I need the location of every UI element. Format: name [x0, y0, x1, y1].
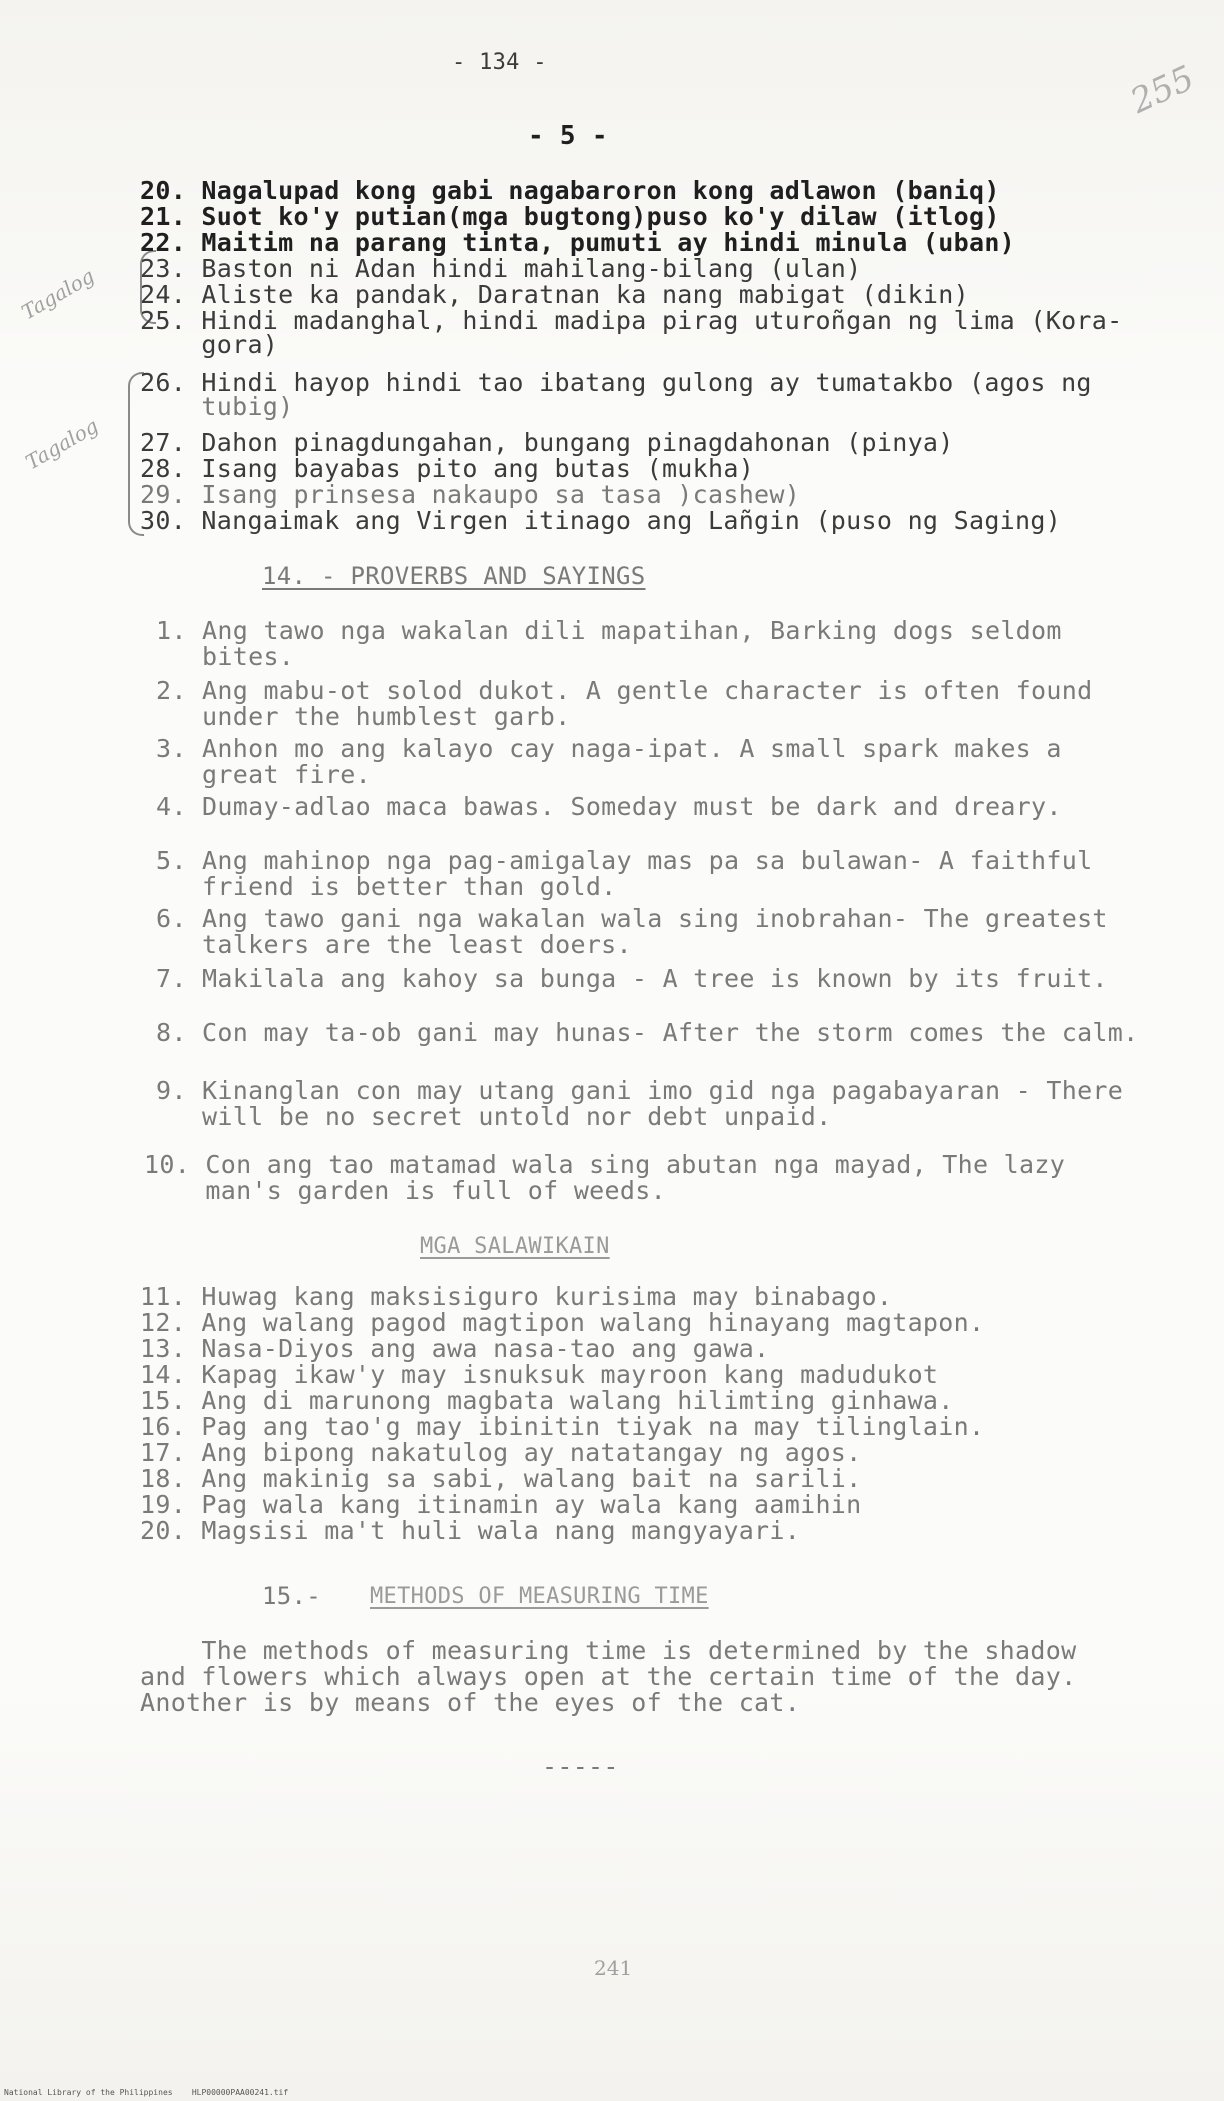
salawikain-line: 13. Nasa-Diyos ang awa nasa-tao ang gawa.	[140, 1334, 770, 1363]
salawikain-line: 12. Ang walang pagod magtipon walang hinayang magtapon.	[140, 1308, 985, 1337]
proverb-line: 1. Ang tawo nga wakalan dili mapatihan, Barking dogs seldom	[156, 616, 1062, 645]
salawikain-line: 17. Ang bipong nakatulog ay natatangay ng agos.	[140, 1438, 862, 1467]
riddle-line: 28. Isang bayabas pito ang butas (mukha)	[140, 454, 755, 483]
proverb-line: under the humblest garb.	[156, 702, 571, 731]
section-title-measuring-time: METHODS OF MEASURING TIME	[370, 1584, 709, 1609]
riddle-line: 24. Aliste ka pandak, Daratnan ka nang mabigat (dikin)	[140, 280, 969, 309]
riddle-line: tubig)	[140, 392, 294, 421]
handwritten-stamp: 255	[1124, 58, 1201, 122]
riddle-line: 30. Nangaimak ang Virgen itinago ang Lañgin (puso ng Saging)	[140, 506, 1062, 535]
paragraph-line: Another is by means of the eyes of the cat.	[140, 1688, 801, 1717]
riddle-line: 20. Nagalupad kong gabi nagabaroron kong adlawon (baniq)	[140, 176, 1000, 205]
proverb-line: 5. Ang mahinop nga pag-amigalay mas pa sa bulawan- A faithful	[156, 846, 1093, 875]
salawikain-line: 11. Huwag kang maksisiguro kurisima may binabago.	[140, 1282, 893, 1311]
proverb-line: 10. Con ang tao matamad wala sing abutan nga mayad, The lazy	[144, 1150, 1066, 1179]
riddle-line: gora)	[140, 330, 279, 359]
proverb-line: 8. Con may ta-ob gani may hunas- After the storm comes the calm.	[156, 1018, 1139, 1047]
proverb-line: 6. Ang tawo gani nga wakalan wala sing inobrahan- The greatest	[156, 904, 1108, 933]
salawikain-line: 18. Ang makinig sa sabi, walang bait na sarili.	[140, 1464, 862, 1493]
riddle-line: 27. Dahon pinagdungahan, bungang pinagdahonan (pinya)	[140, 428, 954, 457]
paragraph-line: The methods of measuring time is determined by the shadow	[140, 1636, 1077, 1665]
proverb-line: 4. Dumay-adlao maca bawas. Someday must be dark and dreary.	[156, 792, 1062, 821]
salawikain-line: 16. Pag ang tao'g may ibinitin tiyak na may tilinglain.	[140, 1412, 985, 1441]
riddle-line: 23. Baston ni Adan hindi mahilang-bilang (ulan)	[140, 254, 862, 283]
proverb-line: 2. Ang mabu-ot solod dukot. A gentle character is often found	[156, 676, 1093, 705]
proverb-line: 9. Kinanglan con may utang gani imo gid nga pagabayaran - There	[156, 1076, 1124, 1105]
section-title-salawikain: MGA SALAWIKAIN	[420, 1234, 610, 1259]
proverb-line: talkers are the least doers.	[156, 930, 632, 959]
page-number-top: - 134 -	[452, 50, 547, 75]
proverb-line: 7. Makilala ang kahoy sa bunga - A tree is known by its fruit.	[156, 964, 1108, 993]
margin-note-tagalog-2: Tagalog	[21, 413, 103, 475]
riddle-line: 26. Hindi hayop hindi tao ibatang gulong ay tumatakbo (agos ng	[140, 368, 1092, 397]
end-rule: -----	[542, 1752, 619, 1781]
margin-note-tagalog-1: Tagalog	[17, 263, 99, 325]
archive-footer: National Library of the Philippines HLP00000PAA00241.tif	[4, 2088, 289, 2097]
riddle-line: 29. Isang prinsesa nakaupo sa tasa )cashew)	[140, 480, 801, 509]
salawikain-line: 20. Magsisi ma't huli wala nang mangyayari.	[140, 1516, 801, 1545]
handwritten-page-number: 241	[594, 1956, 633, 1980]
riddle-line: 25. Hindi madanghal, hindi madipa pirag uturoñgan ng lima (Kora-	[140, 306, 1123, 335]
proverb-line: 3. Anhon mo ang kalayo cay naga-ipat. A small spark makes a	[156, 734, 1062, 763]
section-number-measuring-time: 15.-	[262, 1582, 321, 1610]
salawikain-line: 14. Kapag ikaw'y may isnuksuk mayroon kang madudukot	[140, 1360, 939, 1389]
salawikain-line: 19. Pag wala kang itinamin ay wala kang aamihin	[140, 1490, 862, 1519]
paragraph-line: and flowers which always open at the certain time of the day.	[140, 1662, 1077, 1691]
proverb-line: man's garden is full of weeds.	[144, 1176, 666, 1205]
proverb-line: great fire.	[156, 760, 371, 789]
section-title-proverbs: 14. - PROVERBS AND SAYINGS	[262, 562, 646, 590]
proverb-line: bites.	[156, 642, 295, 671]
proverb-line: friend is better than gold.	[156, 872, 617, 901]
salawikain-line: 15. Ang di marunong magbata walang hilimting ginhawa.	[140, 1386, 954, 1415]
proverb-line: will be no secret untold nor debt unpaid.	[156, 1102, 832, 1131]
page-number-sub: - 5 -	[528, 121, 608, 151]
riddle-line: 22. Maitim na parang tinta, pumuti ay hindi minula (uban)	[140, 228, 1016, 257]
riddle-line: 21. Suot ko'y putian(mga bugtong)puso ko'y dilaw (itlog)	[140, 202, 1000, 231]
